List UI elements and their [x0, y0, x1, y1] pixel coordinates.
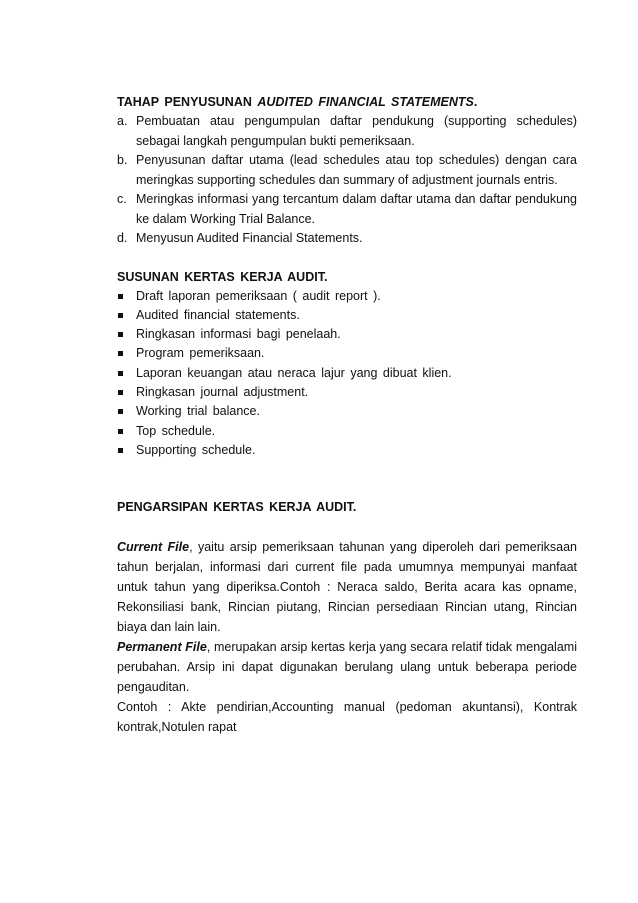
list-item: c. Meringkas informasi yang tercantum dalam daftar utama dan daftar pendukung ke dalam Working Trial Balance. — [117, 192, 577, 226]
permanent-file-term: Permanent File — [117, 640, 207, 655]
list-item: Draft laporan pemeriksaan ( audit report ). — [117, 287, 577, 306]
document-page — [117, 93, 577, 737]
list-item: Supporting schedule. — [117, 441, 577, 460]
square-bullet-icon — [118, 448, 123, 453]
current-file-paragraph: Current File, yaitu arsip pemeriksaan tahunan yang diperoleh dari pemeriksaan tahun berjalan, informasi dari current file pada umumnya mempunyai manfaat untuk tahun yang diperiksa.Contoh : Neraca saldo, Berita acara kas opname, Rekonsiliasi bank, Rincian piutang, Rincian persediaan Rincian utang, Rincian biaya dan lain lain. — [117, 540, 577, 635]
list-item: d. Menyusun Audited Financial Statements. — [117, 229, 577, 249]
square-bullet-icon — [118, 313, 123, 318]
list-item: Ringkasan journal adjustment. — [117, 383, 577, 402]
list-item: Working trial balance. — [117, 402, 577, 421]
list-marker: d. — [117, 231, 128, 245]
list-item: Program pemeriksaan. — [117, 344, 577, 363]
list-item: a. Pembuatan atau pengumpulan daftar pendukung (supporting schedules) sebagai langkah pengumpulan bukti pemeriksaan. — [117, 114, 577, 148]
section-heading-pengarsipan: PENGARSIPAN KERTAS KERJA AUDIT. — [117, 500, 357, 515]
susunan-bullet-list — [117, 287, 577, 461]
square-bullet-icon — [118, 429, 123, 434]
section-heading-tahap-penyusunan: TAHAP PENYUSUNAN AUDITED FINANCIAL STATEMENTS. — [117, 95, 478, 109]
penyusunan-steps-list — [117, 112, 577, 249]
square-bullet-icon — [118, 351, 123, 356]
square-bullet-icon — [118, 294, 123, 299]
current-file-term: Current File — [117, 540, 190, 555]
list-item: b. Penyusunan daftar utama (lead schedules atau top schedules) dengan cara meringkas supporting schedules dan summary of adjustment journals entris. — [117, 153, 577, 187]
list-marker: c. — [117, 192, 127, 206]
list-marker: b. — [117, 153, 128, 167]
list-item: Laporan keuangan atau neraca lajur yang dibuat klien. — [117, 364, 577, 383]
list-marker: a. — [117, 114, 128, 128]
list-item: Audited financial statements. — [117, 306, 577, 325]
example-paragraph: Contoh : Akte pendirian,Accounting manual (pedoman akuntansi), Kontrak kontrak,Notulen rapat — [117, 700, 577, 735]
permanent-file-paragraph: Permanent File, merupakan arsip kertas kerja yang secara relatif tidak mengalami perubahan. Arsip ini dapat digunakan berulang ulang untuk beberapa periode pengauditan. — [117, 640, 577, 695]
list-item: Ringkasan informasi bagi penelaah. — [117, 325, 577, 344]
square-bullet-icon — [118, 332, 123, 337]
square-bullet-icon — [118, 409, 123, 414]
square-bullet-icon — [118, 371, 123, 376]
section-heading-susunan-kertas-kerja: SUSUNAN KERTAS KERJA AUDIT. — [117, 269, 328, 284]
square-bullet-icon — [118, 390, 123, 395]
list-item: Top schedule. — [117, 422, 577, 441]
